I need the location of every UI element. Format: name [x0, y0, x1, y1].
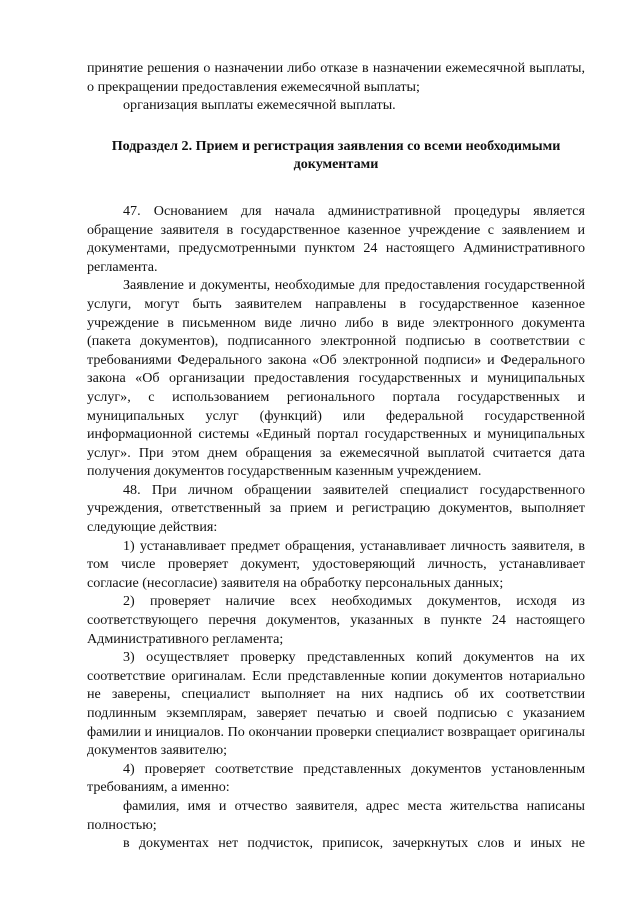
intro-paragraph-1: принятие решения о назначении либо отказе в назначении ежемесячной выплаты, о прекращении предоставления ежемесячной выплаты;	[87, 60, 585, 95]
paragraph-48: 48. При личном обращении заявителей специалист государственного учреждения, ответственный за прием и регистрацию документов, выполняет следующие действия:	[87, 481, 585, 536]
heading-spacer	[87, 174, 585, 202]
paragraph-47: 47. Основанием для начала административной процедуры является обращение заявителя в государственное казенное учреждение с заявлением и документами, предусмотренными пунктом 24 настоящего Административного регламента.	[87, 202, 585, 275]
list-item-3: 3) осуществляет проверку представленных копий документов на их соответствие оригиналам. Если представленные копии документов нотариально не заверены, специалист выполняет на них надпись об их соответствии подлинным экземплярам, заверяет печатью и своей подписью с указанием фамилии и инициалов. По окончании проверки специалист возвращает оригиналы документов заявителю;	[87, 649, 585, 759]
list-item-2: 2) проверяет наличие всех необходимых документов, исходя из соответствующего перечня документов, указанных в пункте 24 настоящего Административного регламента;	[87, 593, 585, 647]
subsection-title: Подраздел 2. Прием и регистрация заявления со всеми необходимыми документами	[111, 137, 561, 173]
list-item-4a: фамилия, имя и отчество заявителя, адрес места жительства написаны полностью;	[87, 797, 585, 833]
list-item-4: 4) проверяет соответствие представленных документов установленным требованиям, а именно:	[87, 760, 585, 796]
list-item-1: 1) устанавливает предмет обращения, устанавливает личность заявителя, в том числе проверяет документ, удостоверяющий личность, устанавливает согласие (несогласие) заявителя на обработку персональных данных;	[87, 537, 585, 591]
paragraph-47-continuation: Заявление и документы, необходимые для предоставления государственной услуги, могут быть заявителем направлены в государственное казенное учреждение в письменном виде лично либо в виде электронного документа (пакета документов), подписанного электронной подписью в соответствии с требованиями Федерального закона «Об электронной подписи» и Федерального закона «Об организации предоставления государственных и муниципальных услуг», с использованием регионального портала государственных и муниципальных услуг (функций) или федеральной государственной информационной системы «Единый портал государственных и муниципальных услуг». При этом днем обращения за ежемесячной выплатой считается дата получения документов государственным казенным учреждением.	[87, 277, 585, 480]
document-page	[87, 59, 585, 853]
intro-paragraph-2: организация выплаты ежемесячной выплаты.	[123, 97, 396, 114]
list-item-4b: в документах нет подчисток, приписок, зачеркнутых слов и иных не	[123, 835, 585, 852]
